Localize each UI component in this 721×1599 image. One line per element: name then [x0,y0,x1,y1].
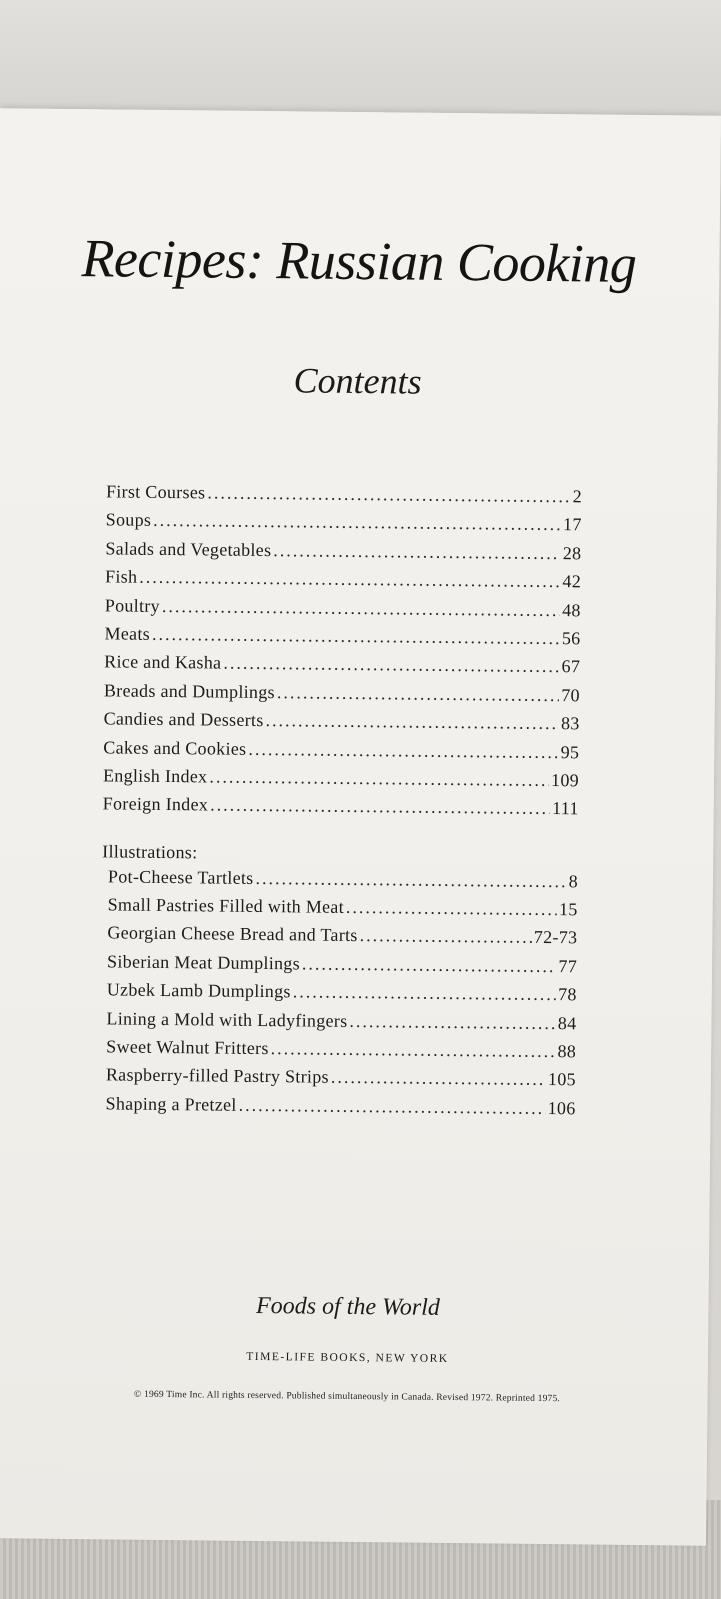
dot-leader [271,1038,556,1062]
entry-page-number: 2 [572,486,583,507]
illustrations-list [105,866,578,1126]
entry-label: Cakes and Cookies [103,736,247,759]
entry-label: Soups [105,509,152,531]
series-name: Foods of the World [255,1292,441,1321]
dot-leader [162,596,560,621]
entry-label: Poultry [104,594,161,616]
entry-page-number: 48 [562,599,581,620]
dot-leader [152,624,560,649]
chapter-list [103,481,583,827]
entry-label: English Index [102,765,208,787]
entry-page-number: 15 [558,899,578,920]
dot-leader [346,897,557,920]
copyright-line: © 1969 Time Inc. All rights reserved. Published simultaneously in Canada. Revised 1972. Reprinted 1975. [134,1389,561,1405]
dot-leader [223,653,559,678]
contents-heading: Contents [293,360,422,402]
entry-label: First Courses [105,481,206,503]
dot-leader [255,868,566,892]
entry-page-number: 17 [562,514,582,535]
dot-leader [153,510,561,535]
dot-leader [139,567,560,592]
entry-label: Shaping a Pretzel [105,1093,237,1115]
entry-page-number: 83 [560,713,580,734]
publisher-line: TIME-LIFE BOOKS, NEW YORK [246,1350,449,1365]
entry-label: Fish [105,566,138,587]
table-of-contents [99,481,582,1126]
entry-page-number: 84 [557,1012,577,1033]
entry-page-number: 67 [561,656,581,677]
page-title: Recipes: Russian Cooking [81,228,637,294]
entry-label: Salads and Vegetables [105,538,272,560]
entry-page-number: 105 [547,1069,576,1090]
dot-leader [360,926,532,949]
dot-leader [207,482,570,507]
entry-page-number: 111 [552,798,579,819]
entry-label: Meats [104,623,151,644]
entry-label: Rice and Kasha [104,651,222,673]
entry-label: Pot-Cheese Tartlets [107,866,254,888]
dot-leader [239,1095,546,1119]
dot-leader [349,1011,556,1034]
entry-page-number: 106 [547,1097,576,1119]
dot-leader [302,953,557,977]
dot-leader [277,682,560,706]
entry-label: Breads and Dumplings [103,680,276,702]
entry-label: Lining a Mold with Ladyfingers [106,1008,348,1031]
entry-page-number: 95 [560,741,580,762]
book-page [0,108,721,1545]
entry-page-number: 109 [551,769,580,791]
entry-label: Candies and Desserts [103,708,264,731]
entry-label: Small Pastries Filled with Meat [107,894,345,917]
dot-leader [210,795,550,820]
dot-leader [209,766,549,791]
toc-entry [105,1093,575,1126]
entry-page-number: 42 [562,571,582,592]
dot-leader [293,982,557,1006]
dot-leader [248,738,558,762]
entry-page-number: 8 [568,870,579,892]
toc-entry [103,794,579,827]
entry-page-number: 78 [558,984,577,1005]
entry-label: Siberian Meat Dumplings [106,951,301,974]
dot-leader [265,710,559,734]
entry-label: Uzbek Lamb Dumplings [106,979,291,1002]
entry-label: Foreign Index [102,793,209,815]
dot-leader [331,1067,546,1090]
background-surface [0,0,721,120]
dot-leader [273,540,561,564]
entry-page-number: 88 [557,1041,577,1062]
entry-page-number: 72-73 [533,927,578,948]
entry-page-number: 70 [561,684,581,706]
entry-page-number: 56 [561,628,581,649]
entry-label: Georgian Cheese Bread and Tarts [107,922,358,946]
illustrations-heading: Illustrations: [102,841,198,863]
entry-label: Raspberry-filled Pastry Strips [105,1064,329,1088]
entry-page-number: 28 [562,542,582,564]
entry-page-number: 77 [558,955,578,977]
entry-label: Sweet Walnut Fritters [106,1036,269,1059]
